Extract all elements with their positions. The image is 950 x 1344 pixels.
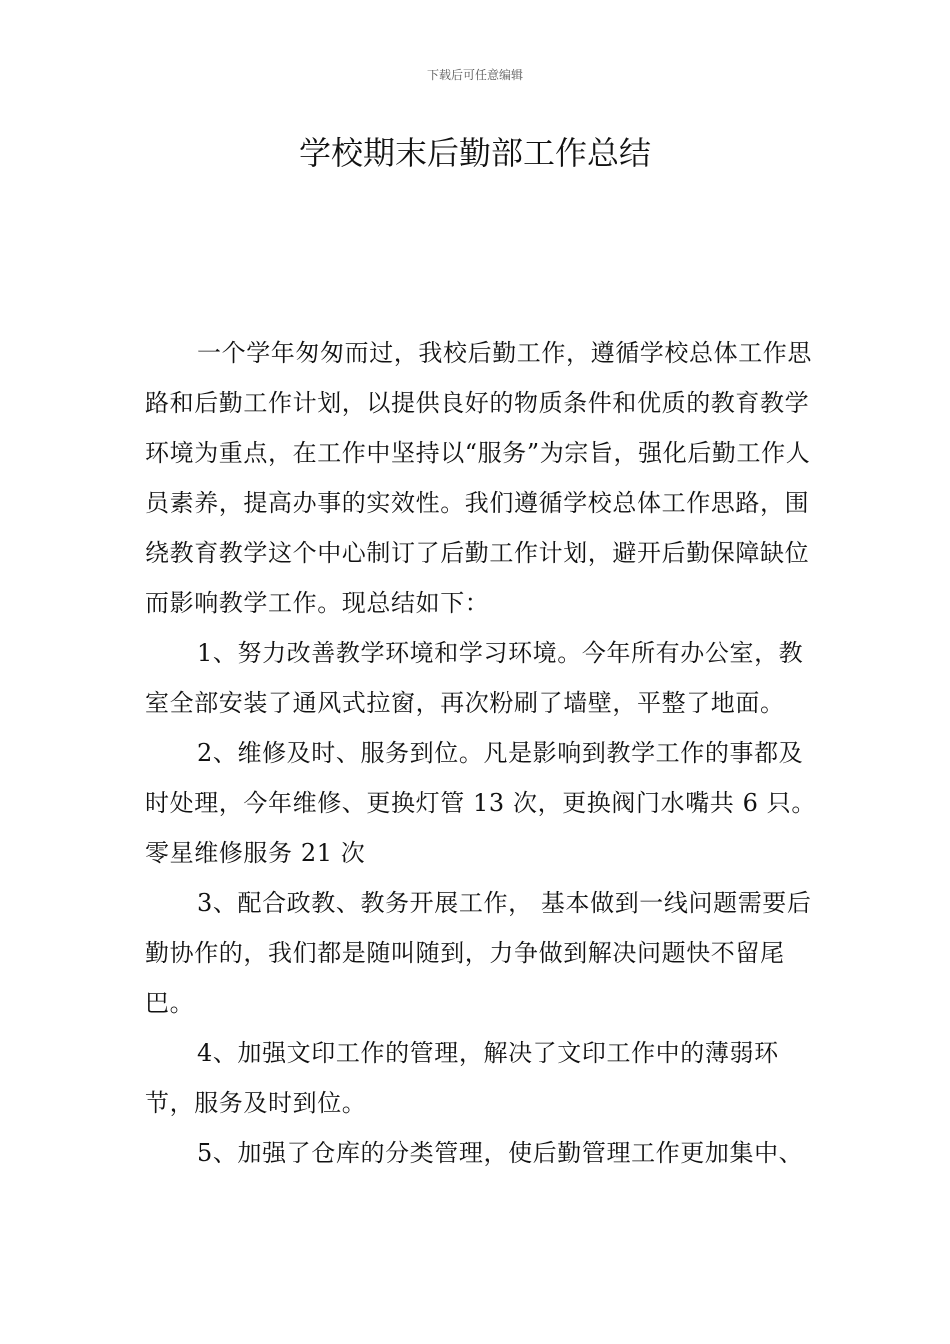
paragraph-item-1: 1、努力改善教学环境和学习环境。今年所有办公室，教室全部安装了通风式拉窗，再次粉刷了墙壁，平整了地面。 bbox=[145, 639, 804, 717]
document-body bbox=[145, 328, 825, 1178]
paragraph-intro: 一个学年匆匆而过，我校后勤工作，遵循学校总体工作思路和后勤工作计划，以提供良好的物质条件和优质的教育教学环境为重点，在工作中坚持以“服务”为宗旨，强化后勤工作人员素养，提高办事的实效性。我们遵循学校总体工作思路，围绕教育教学这个中心制订了后勤工作计划，避开后勤保障缺位而影响教学工作。现总结如下： bbox=[145, 339, 812, 617]
paragraph-item-2: 2、维修及时、服务到位。凡是影响到教学工作的事都及时处理，今年维修、更换灯管 13 次，更换阀门水嘴共 6 只。零星维修服务 21 次 bbox=[145, 739, 816, 867]
document-title: 学校期末后勤部工作总结 bbox=[298, 134, 651, 172]
paragraph-item-3: 3、配合政教、教务开展工作， 基本做到一线问题需要后勤协作的，我们都是随叫随到，力争做到解决问题快不留尾巴。 bbox=[145, 889, 812, 1017]
paragraph-item-5: 5、加强了仓库的分类管理，使后勤管理工作更加集中、 bbox=[197, 1139, 804, 1167]
page-header: 下载后可任意编辑 bbox=[426, 68, 523, 82]
paragraph-item-4: 4、加强文印工作的管理，解决了文印工作中的薄弱环节，服务及时到位。 bbox=[145, 1039, 779, 1117]
